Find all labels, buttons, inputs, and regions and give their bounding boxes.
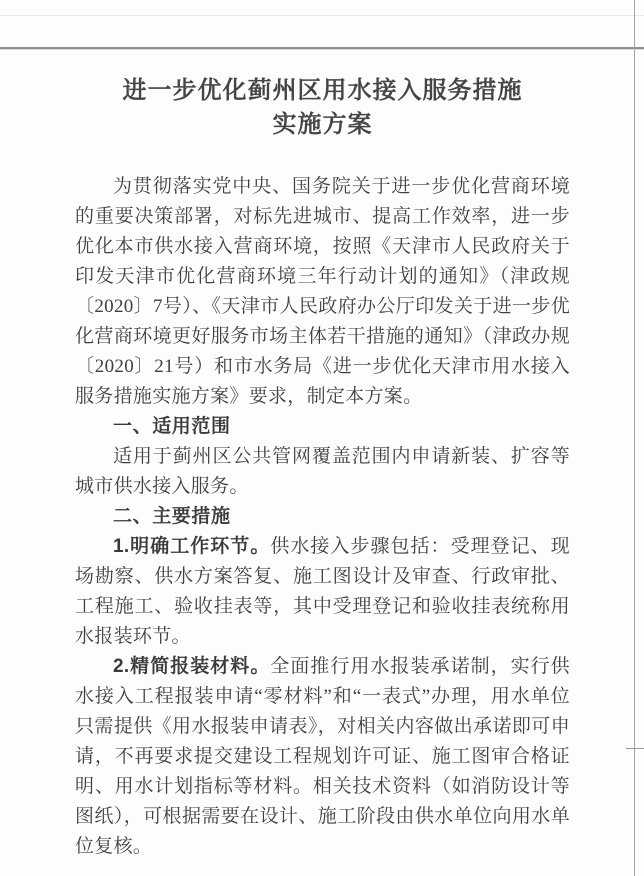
intro-paragraph: 为贯彻落实党中央、国务院关于进一步优化营商环境的重要决策部署，对标先进城市、提高工作效率，进一步优化本市供水接入营商环境，按照《天津市人民政府关于印发天津市优化营商环境三年行动计划的通知》（津政规〔2020〕7号）、《天津市人民政府办公厅印发关于进一步优化营商环境更好服务市场主体若干措施的通知》（津政办规〔2020〕21号）和市水务局《进一步优化天津市用水接入服务措施实施方案》要求，制定本方案。 xyxy=(75,176,570,407)
document-title-line1: 进一步优化蓟州区用水接入服务措施 xyxy=(122,77,523,104)
document-body xyxy=(75,172,570,862)
section2-item1-lead: 1.明确工作环节。 xyxy=(113,536,271,557)
section2-item2-paragraph xyxy=(75,652,570,862)
document-title-line2: 实施方案 xyxy=(272,111,373,138)
section2-heading: 二、主要措施 xyxy=(113,506,231,527)
section1-heading: 一、适用范围 xyxy=(113,416,231,437)
document-title xyxy=(75,74,570,142)
section1-paragraph: 适用于蓟州区公共管网覆盖范围内申请新装、扩容等城市供水接入服务。 xyxy=(75,446,570,497)
section2-item1-text: 供水接入步骤包括：受理登记、现场勘察、供水方案答复、施工图设计及审查、行政审批、工程施工、验收挂表等，其中受理登记和验收挂表统称用水报装环节。 xyxy=(75,536,570,647)
section2-item2-text: 全面推行用水报装承诺制，实行供水接入工程报装申请“零材料”和“一表式”办理，用水单位只需提供《用水报装申请表》，对相关内容做出承诺即可申请，不再要求提交建设工程规划许可证、施工图审合格证明、用水计划指标等材料。相关技术资料（如消防设计等图纸），可根据需要在设计、施工阶段由供水单位向用水单位复核。 xyxy=(75,656,570,857)
section2-item1-paragraph xyxy=(75,532,570,652)
section2-item2-lead: 2.精简报装材料。 xyxy=(113,656,271,677)
